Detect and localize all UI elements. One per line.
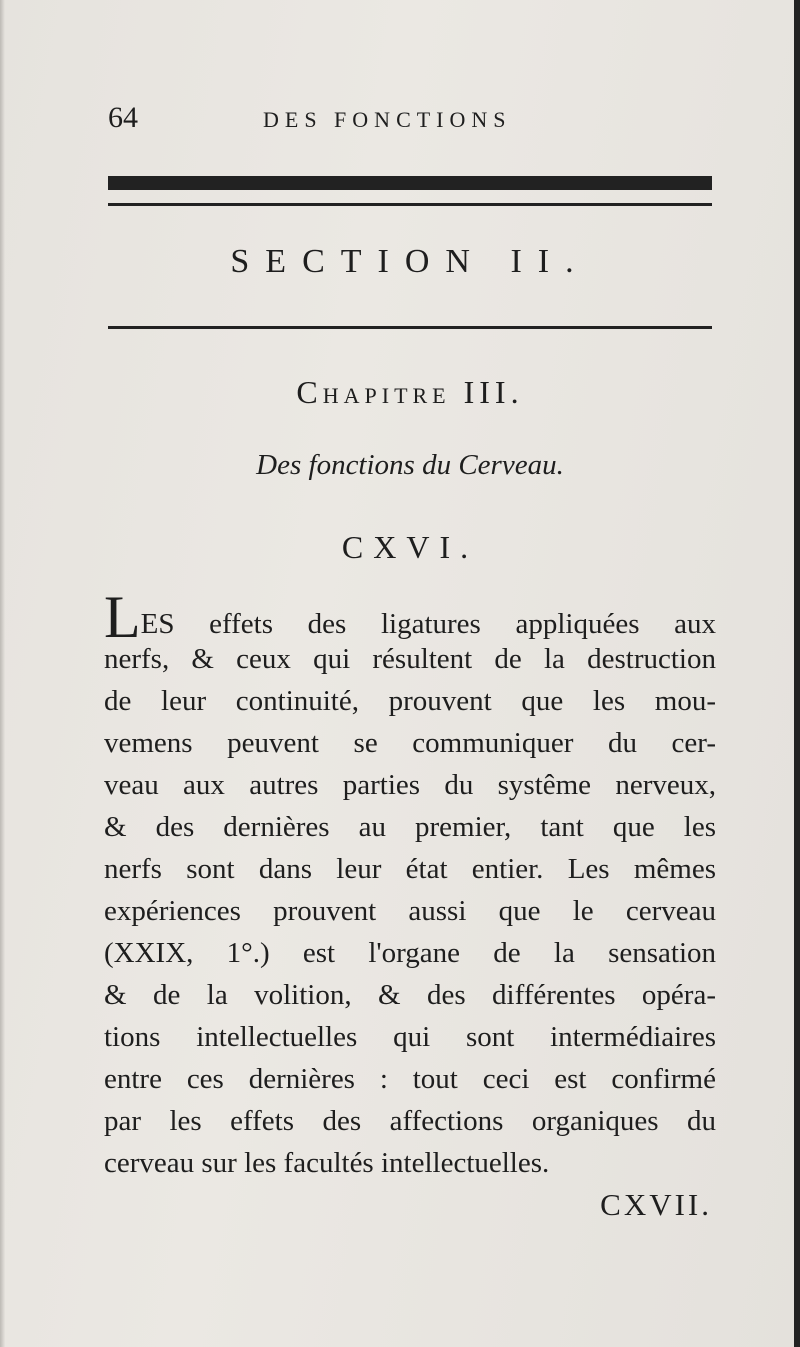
text-line-14: cerveau sur les facultés intellectuelles. bbox=[104, 1147, 550, 1179]
text-line-8: expériences prouvent aussi que le cerveau bbox=[104, 895, 716, 927]
section-title: SECTION II. bbox=[230, 243, 590, 280]
section-divider-rule bbox=[108, 326, 712, 329]
text-line-3: de leur continuité, prouvent que les mou- bbox=[104, 685, 716, 717]
text-line-6: & des dernières au premier, tant que les bbox=[104, 811, 716, 843]
text-line-4: vemens peuvent se communiquer du cer- bbox=[104, 727, 716, 759]
drop-cap: L bbox=[104, 584, 141, 650]
page-left-edge bbox=[0, 0, 5, 1347]
page-number: 64 bbox=[108, 101, 138, 134]
text-line-11: tions intellectuelles qui sont intermédiaires bbox=[104, 1021, 716, 1053]
paragraph-number: CXVI. bbox=[341, 529, 479, 565]
top-thick-rule bbox=[108, 176, 712, 190]
page-right-edge bbox=[794, 0, 800, 1347]
top-thin-rule bbox=[108, 203, 712, 206]
text-line-10: & de la volition, & des différentes opéra- bbox=[104, 979, 716, 1011]
text-line-12: entre ces dernières : tout ceci est confirmé bbox=[104, 1063, 716, 1095]
text-line-2: nerfs, & ceux qui résultent de la destruction bbox=[104, 643, 716, 675]
chapter-subtitle: Des fonctions du Cerveau. bbox=[256, 449, 564, 481]
text-line-1: LES effets des ligatures appliquées aux bbox=[104, 584, 716, 650]
catchword: CXVII. bbox=[600, 1187, 712, 1222]
chapter-title: Chapitre III. bbox=[296, 374, 524, 410]
text-line-7: nerfs sont dans leur état entier. Les mêmes bbox=[104, 853, 716, 885]
text-line-13: par les effets des affections organiques du bbox=[104, 1105, 716, 1137]
text-line-9: (XXIX, 1°.) est l'organe de la sensation bbox=[104, 937, 716, 969]
running-title: DES FONCTIONS bbox=[263, 107, 512, 132]
text-line-5: veau aux autres parties du systême nerveux, bbox=[104, 769, 716, 801]
running-head bbox=[108, 98, 708, 138]
